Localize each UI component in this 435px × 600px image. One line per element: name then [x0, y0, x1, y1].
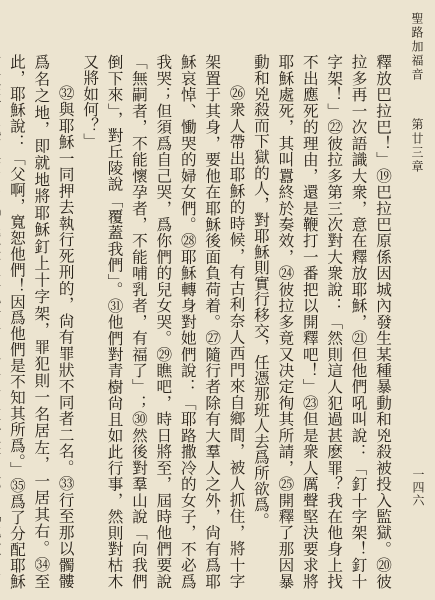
body-text: [5, 54, 395, 589]
page-number: 一四六: [411, 468, 425, 507]
paragraph-verses-26-31: ㉖衆人帶出耶穌的時候，有古利奈人西門來自鄉間，被人抓住，將十字架置于其身，要他在耶穌後面負荷着。㉗隨行者除有大羣人之外，尙有爲耶穌哀悼、慟哭的婦女們。㉘耶穌轉身對她們說：「耶路撒冷的女子，不必爲我哭；但須爲自己哭，爲你們的兒女哭。㉙瞧吧，時日將至，屆時他們要說「無嗣者，不能懷孕者，不能哺乳者，有福了」；㉚然後對羣山說「向我們倒下來」，對丘陵說「覆蓋我們」。㉛他們對青樹尙且如此行事，然則對枯木又將如何？」: [81, 54, 246, 589]
running-header: [409, 12, 425, 174]
paragraph-verses-32-38: ㉜與耶穌一同押去執行死刑的，尙有罪狀不同者二名。㉝行至那以髑髏爲名之地，即就地將耶穌釘上十字架，罪犯則一名居左，一居其右。㉞至此，耶穌說：「父啊，寬恕他們！因爲他們是不知其所爲。」㉟爲了分配耶穌: [7, 54, 75, 589]
book-title: 聖路加福音: [410, 12, 424, 82]
paragraph-verses-18-25: 釋放巴拉巴！」⑲巴拉巴原係因城內發生某種暴動和兇殺被投入監獄。⑳彼拉多再一次語識大衆，意在釋放耶穌，㉑但他們吼叫說：「釘十字架！釘十字架！」㉒彼拉多第三次對大衆說：「然則這人犯過甚麽罪？我在他身上找不出應死的理由，還是鞭打一番把以開釋吧！」㉓但是衆人厲聲堅決要求將耶穌處死，其叫囂終於奏效，㉔彼拉多竟又决定徇其所請，㉕開釋了那因暴動和兇殺而下獄的人，對耶穌則實行移交，任憑那班人去爲所欲爲。: [251, 54, 392, 589]
chapter-label: 第廿三章: [410, 118, 424, 174]
